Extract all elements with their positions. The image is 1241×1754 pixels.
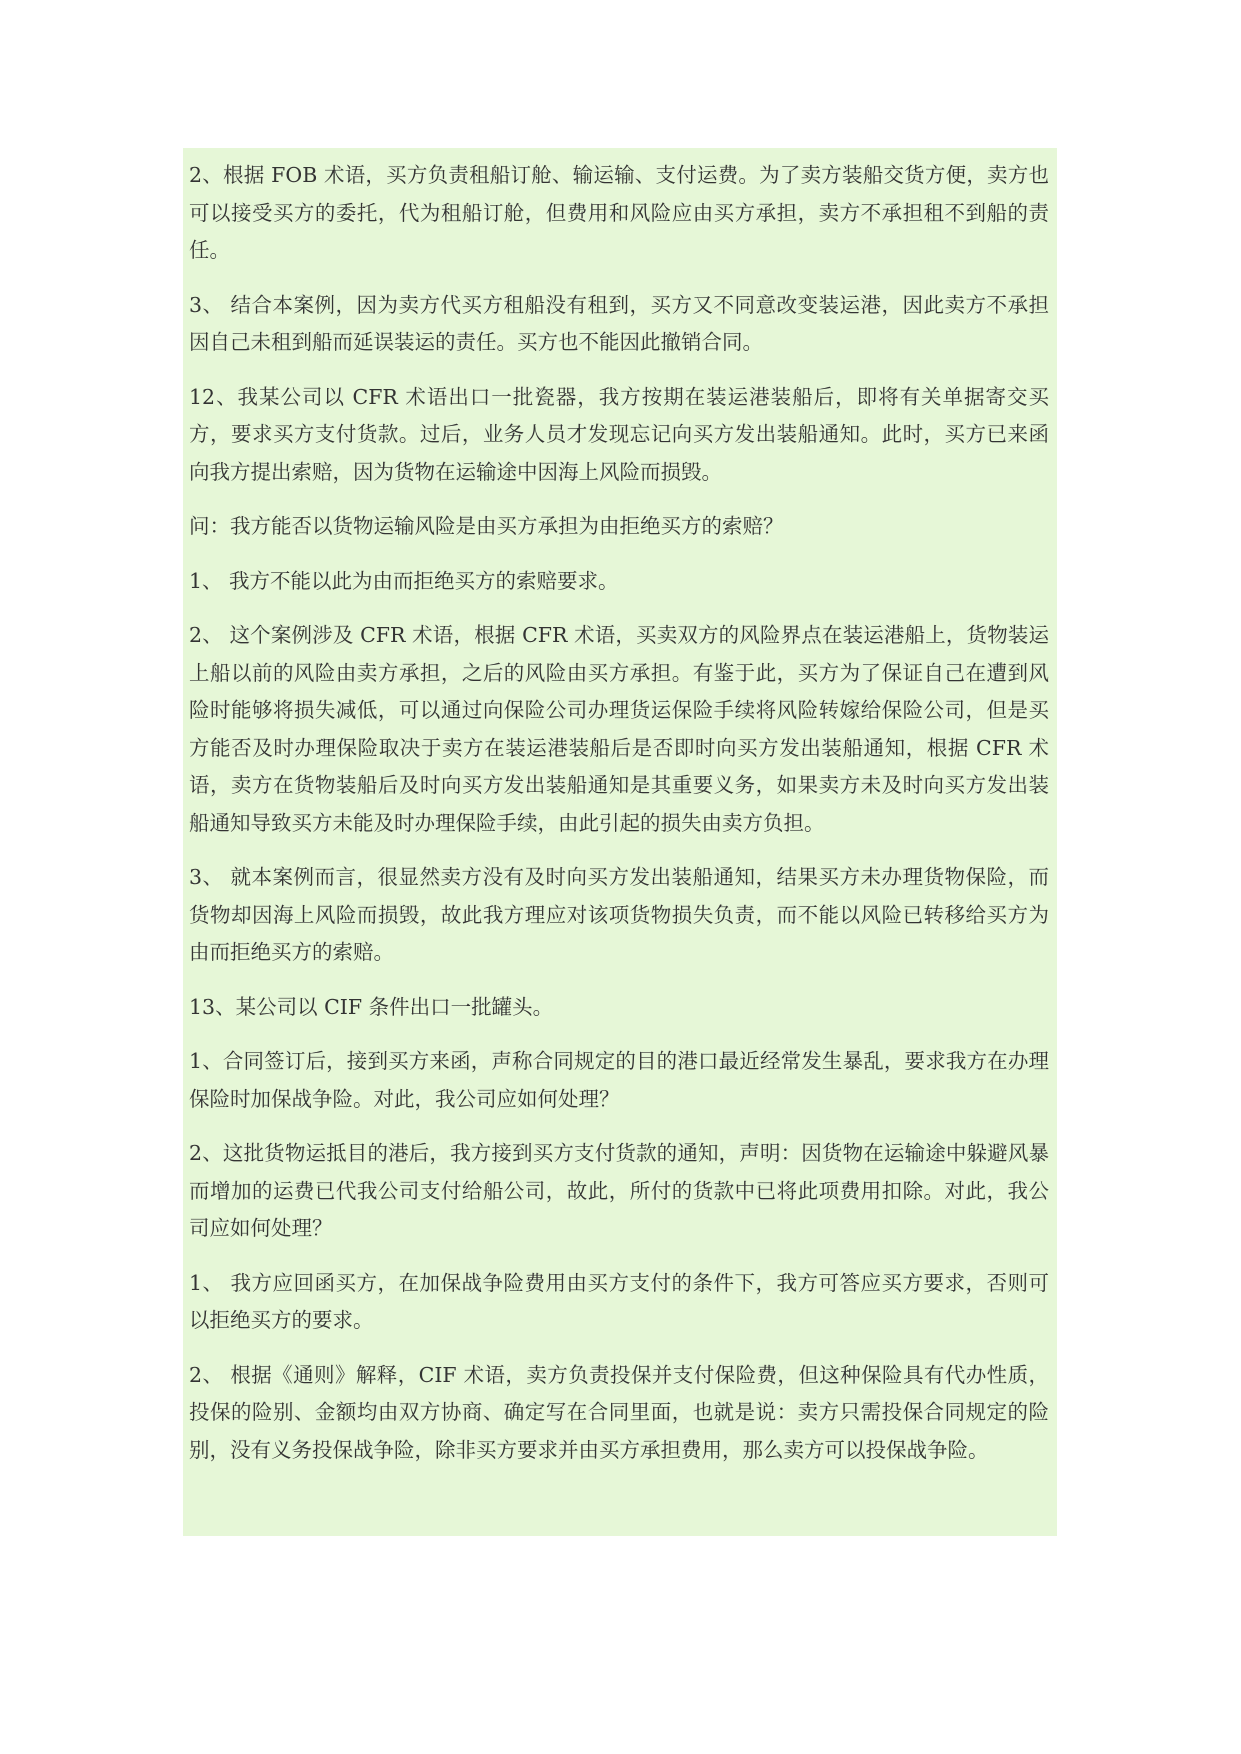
paragraph-answer-1: 1、 我方不能以此为由而拒绝买方的索赔要求。 xyxy=(189,568,619,593)
paragraph-case-13-answer-1: 1、 我方应回函买方，在加保战争险费用由买方支付的条件下，我方可答应买方要求，否则可以拒绝买方的要求。 xyxy=(189,1270,1049,1332)
paragraph-case-13-answer-2: 2、 根据《通则》解释，CIF 术语，卖方负责投保并支付保险费，但这种保险具有代办性质，投保的险别、金额均由双方协商、确定写在合同里面，也就是说：卖方只需投保合同规定的险别，没有义务投保战争险，除非买方要求并由买方承担费用，那么卖方可以投保战争险。 xyxy=(189,1362,1049,1462)
paragraph-fob-buyer-responsibility: 2、根据 FOB 术语，买方负责租船订舱、输运输、支付运费。为了卖方装船交货方便，卖方也可以接受买方的委托，代为租船订舱，但费用和风险应由买方承担，卖方不承担租不到船的责任。 xyxy=(189,163,1049,262)
paragraph-case-conclusion: 3、 结合本案例，因为卖方代买方租船没有租到，买方又不同意改变装运港，因此卖方不承担因自己未租到船而延误装运的责任。买方也不能因此撤销合同。 xyxy=(189,292,1049,354)
paragraph-answer-2: 2、 这个案例涉及 CFR 术语，根据 CFR 术语，买卖双方的风险界点在装运港船上，货物装运上船以前的风险由卖方承担，之后的风险由买方承担。有鉴于此，买方为了保证自己在遭到风险时能够将损失减低，可以通过向保险公司办理货运保险手续将风险转嫁给保险公司，但是买方能否及时办理保险取决于卖方在装运港装船后是否即时向买方发出装船通知，根据 CFR 术语，卖方在货物装船后及时向买方发出装船通知是其重要义务，如果卖方未及时向买方发出装船通知导致买方未能及时办理保险手续，由此引起的损失由卖方负担。 xyxy=(189,623,1049,835)
paragraph-case-13-question-2: 2、这批货物运抵目的港后，我方接到买方支付货款的通知，声明：因货物在运输途中躲避风暴而增加的运费已代我公司支付给船公司，故此，所付的货款中已将此项费用扣除。对此，我公司应如何处理？ xyxy=(189,1141,1049,1240)
paragraph-case-13: 13、某公司以 CIF 条件出口一批罐头。 xyxy=(189,994,554,1019)
paragraph-case-13-question-1: 1、合同签订后，接到买方来函，声称合同规定的目的港口最近经常发生暴乱，要求我方在办理保险时加保战争险。对此，我公司应如何处理？ xyxy=(189,1049,1049,1111)
highlighted-text-block xyxy=(183,148,1057,1536)
paragraph-question: 问：我方能否以货物运输风险是由买方承担为由拒绝买方的索赔？ xyxy=(189,514,784,538)
paragraph-case-12: 12、我某公司以 CFR 术语出口一批瓷器，我方按期在装运港装船后，即将有关单据寄交买方，要求买方支付货款。过后，业务人员才发现忘记向买方发出装船通知。此时，买方已来函向我方提出索赔，因为货物在运输途中因海上风险而损毁。 xyxy=(189,384,1049,484)
paragraph-answer-3: 3、 就本案例而言，很显然卖方没有及时向买方发出装船通知，结果买方未办理货物保险，而货物却因海上风险而损毁，故此我方理应对该项货物损失负责，而不能以风险已转移给买方为由而拒绝买方的索赔。 xyxy=(189,865,1049,964)
